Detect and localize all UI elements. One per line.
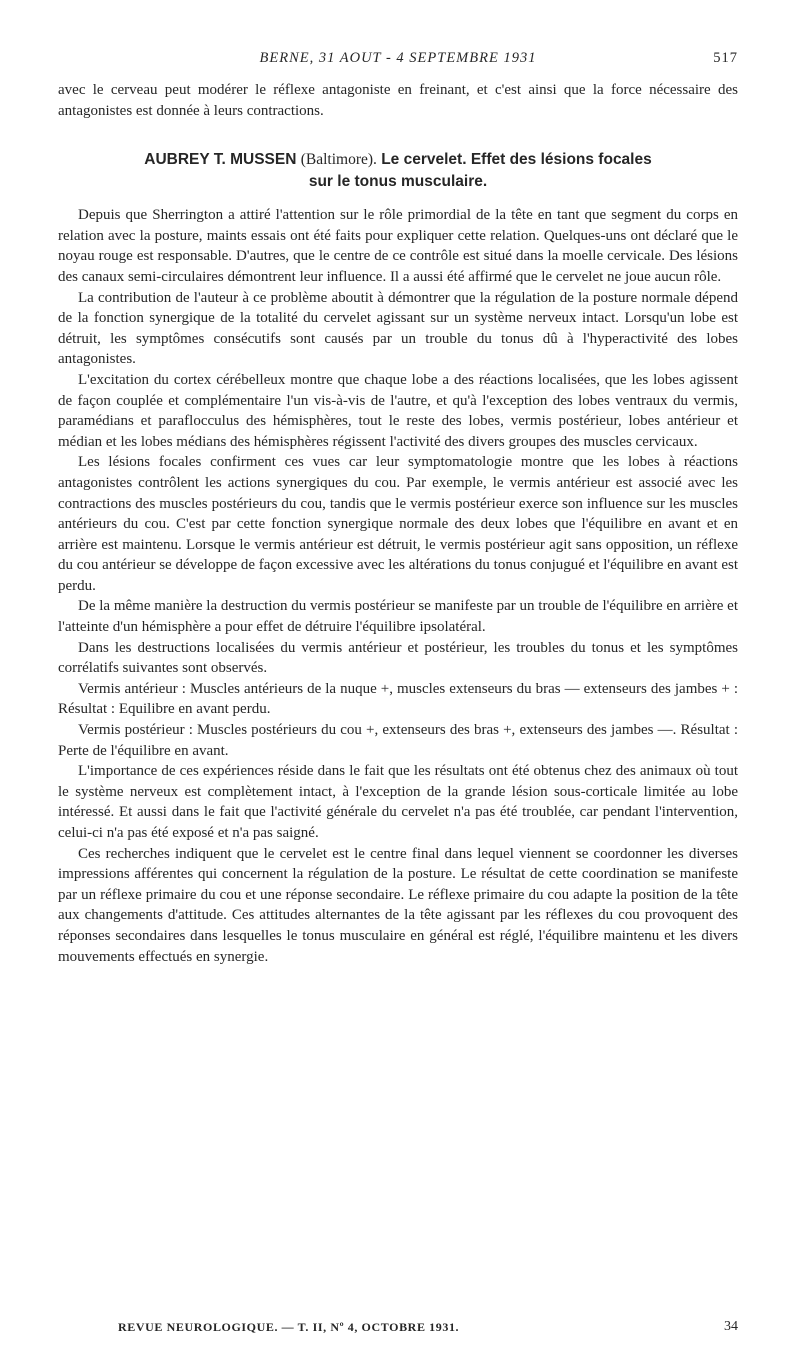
body-paragraph: Les lésions focales confirment ces vues car leur symptomatologie montre que les lobes à réactions antagonistes contrôlent les actions synergiques du cou. Par exemple, le vermis antérieur est associé avec les contractions des muscles postérieurs du cou, tandis que le vermis postérieur exerce son influence sur les muscles antérieurs du cou. C'est par cette fonction synergique normale des deux lobes que l'équilibre en avant et en arrière est maintenu. Lorsque le vermis antérieur est détruit, le vermis postérieur agit sans opposition, un réflexe du cou antérieur se développe de façon excessive avec les altérations du tonus conjugué et l'équilibre en avant est perdu. <box>58 454 738 594</box>
intro-paragraph: avec le cerveau peut modérer le réflexe antagoniste en freinant, et c'est ainsi que la force nécessaire des antagonistes est donnée à leurs contractions. <box>58 82 738 119</box>
body-paragraph: L'excitation du cortex cérébelleux montre que chaque lobe a des réactions localisées, que les lobes agissent de façon couplée et complémentaire l'un vis-à-vis de l'autre, et qu'à l'exception des lobes ventraux du vermis, paramédians et paraflocculus des hémisphères, tout le reste des lobes, vermis postérieur, lobes antérieur et médian et les lobes médians des hémisphères régissent l'activité des divers groupes des muscles cervicaux. <box>58 371 738 450</box>
body-paragraph: Depuis que Sherrington a attiré l'attention sur le rôle primordial de la tête en tant que segment du corps en relation avec la posture, maints essais ont été faits pour expliquer cette relation. Quelques-uns ont déclaré que le noyau rouge est responsable. D'autres, que le centre de ce contrôle est situé dans la moelle cervicale. Des lésions des canaux semi-circulaires démontrent leur influence. Il a aussi été affirmé que le cervelet ne joue aucun rôle. <box>58 207 738 285</box>
article-heading <box>58 149 738 193</box>
body-paragraph: Ces recherches indiquent que le cervelet est le centre final dans lequel viennent se coordonner les diverses impressions afférentes qui concernent la régulation de la posture. Le résultat de cette coordination se manifeste par un réflexe primaire du cou et une réponse secondaire. Le réflexe primaire du cou adapte la position de la tête aux changements d'attitude. Ces attitudes alternantes de la tête agissant par les réflexes du cou provoquent des réponses secondaires dans lesquelles le tonus musculaire en général est réglé, l'équilibre maintenu et les divers mouvements effectués en synergie. <box>58 845 738 965</box>
journal-reference: REVUE NEUROLOGIQUE. — T. II, Nº 4, OCTOBRE 1931. <box>118 1320 460 1334</box>
body-paragraph: La contribution de l'auteur à ce problème aboutit à démontrer que la régulation de la posture normale dépend de la fonction synergique de la totalité du cervelet agissant sur un système nerveux intact. Lorsqu'un lobe est détruit, les symptômes consécutifs sont causés par un trouble du tonus dû à l'hyperactivité des lobes antagonistes. <box>58 289 738 368</box>
article-author: AUBREY T. MUSSEN <box>144 151 297 169</box>
footer-page-number: 34 <box>724 1319 738 1334</box>
article-title-line2: sur le tonus musculaire. <box>308 173 488 191</box>
page-number: 517 <box>713 50 738 66</box>
body-paragraph: Vermis postérieur : Muscles postérieurs du cou +, extenseurs des bras +, extenseurs des jambes —. Résultat : Perte de l'équilibre en avant. <box>58 722 738 759</box>
body-paragraph: Dans les destructions localisées du vermis antérieur et postérieur, les troubles du tonus et les symptômes corrélatifs suivantes sont observés. <box>58 639 738 677</box>
article-place: (Baltimore). <box>300 151 377 169</box>
article-heading-line1 <box>58 149 738 171</box>
page-footer <box>118 1317 738 1338</box>
running-header <box>58 36 738 64</box>
body-paragraph: De la même manière la destruction du vermis postérieur se manifeste par un trouble de l'équilibre en arrière et l'atteinte d'un hémisphère a pour effet de détruire l'équilibre ipsolatéral. <box>58 598 738 636</box>
article-title-line1: Le cervelet. Effet des lésions focales <box>381 151 652 169</box>
body-paragraph: Vermis antérieur : Muscles antérieurs de la nuque +, muscles extenseurs du bras — extenseurs des jambes + : Résultat : Equilibre en avant perdu. <box>58 680 738 718</box>
body-paragraph: L'importance de ces expériences réside dans le fait que les résultats ont été obtenus chez des animaux où tout le système nerveux est complètement intact, à l'exception de la grande lésion sous-corticale limitée au lobe intéressé. Et aussi dans le fait que l'activité générale du cervelet n'a pas été troublée, car pendant l'intervention, celui-ci n'a pas été exposé et n'a pas saigné. <box>58 763 738 841</box>
running-title: BERNE, 31 AOUT - 4 SEPTEMBRE 1931 <box>259 50 537 66</box>
